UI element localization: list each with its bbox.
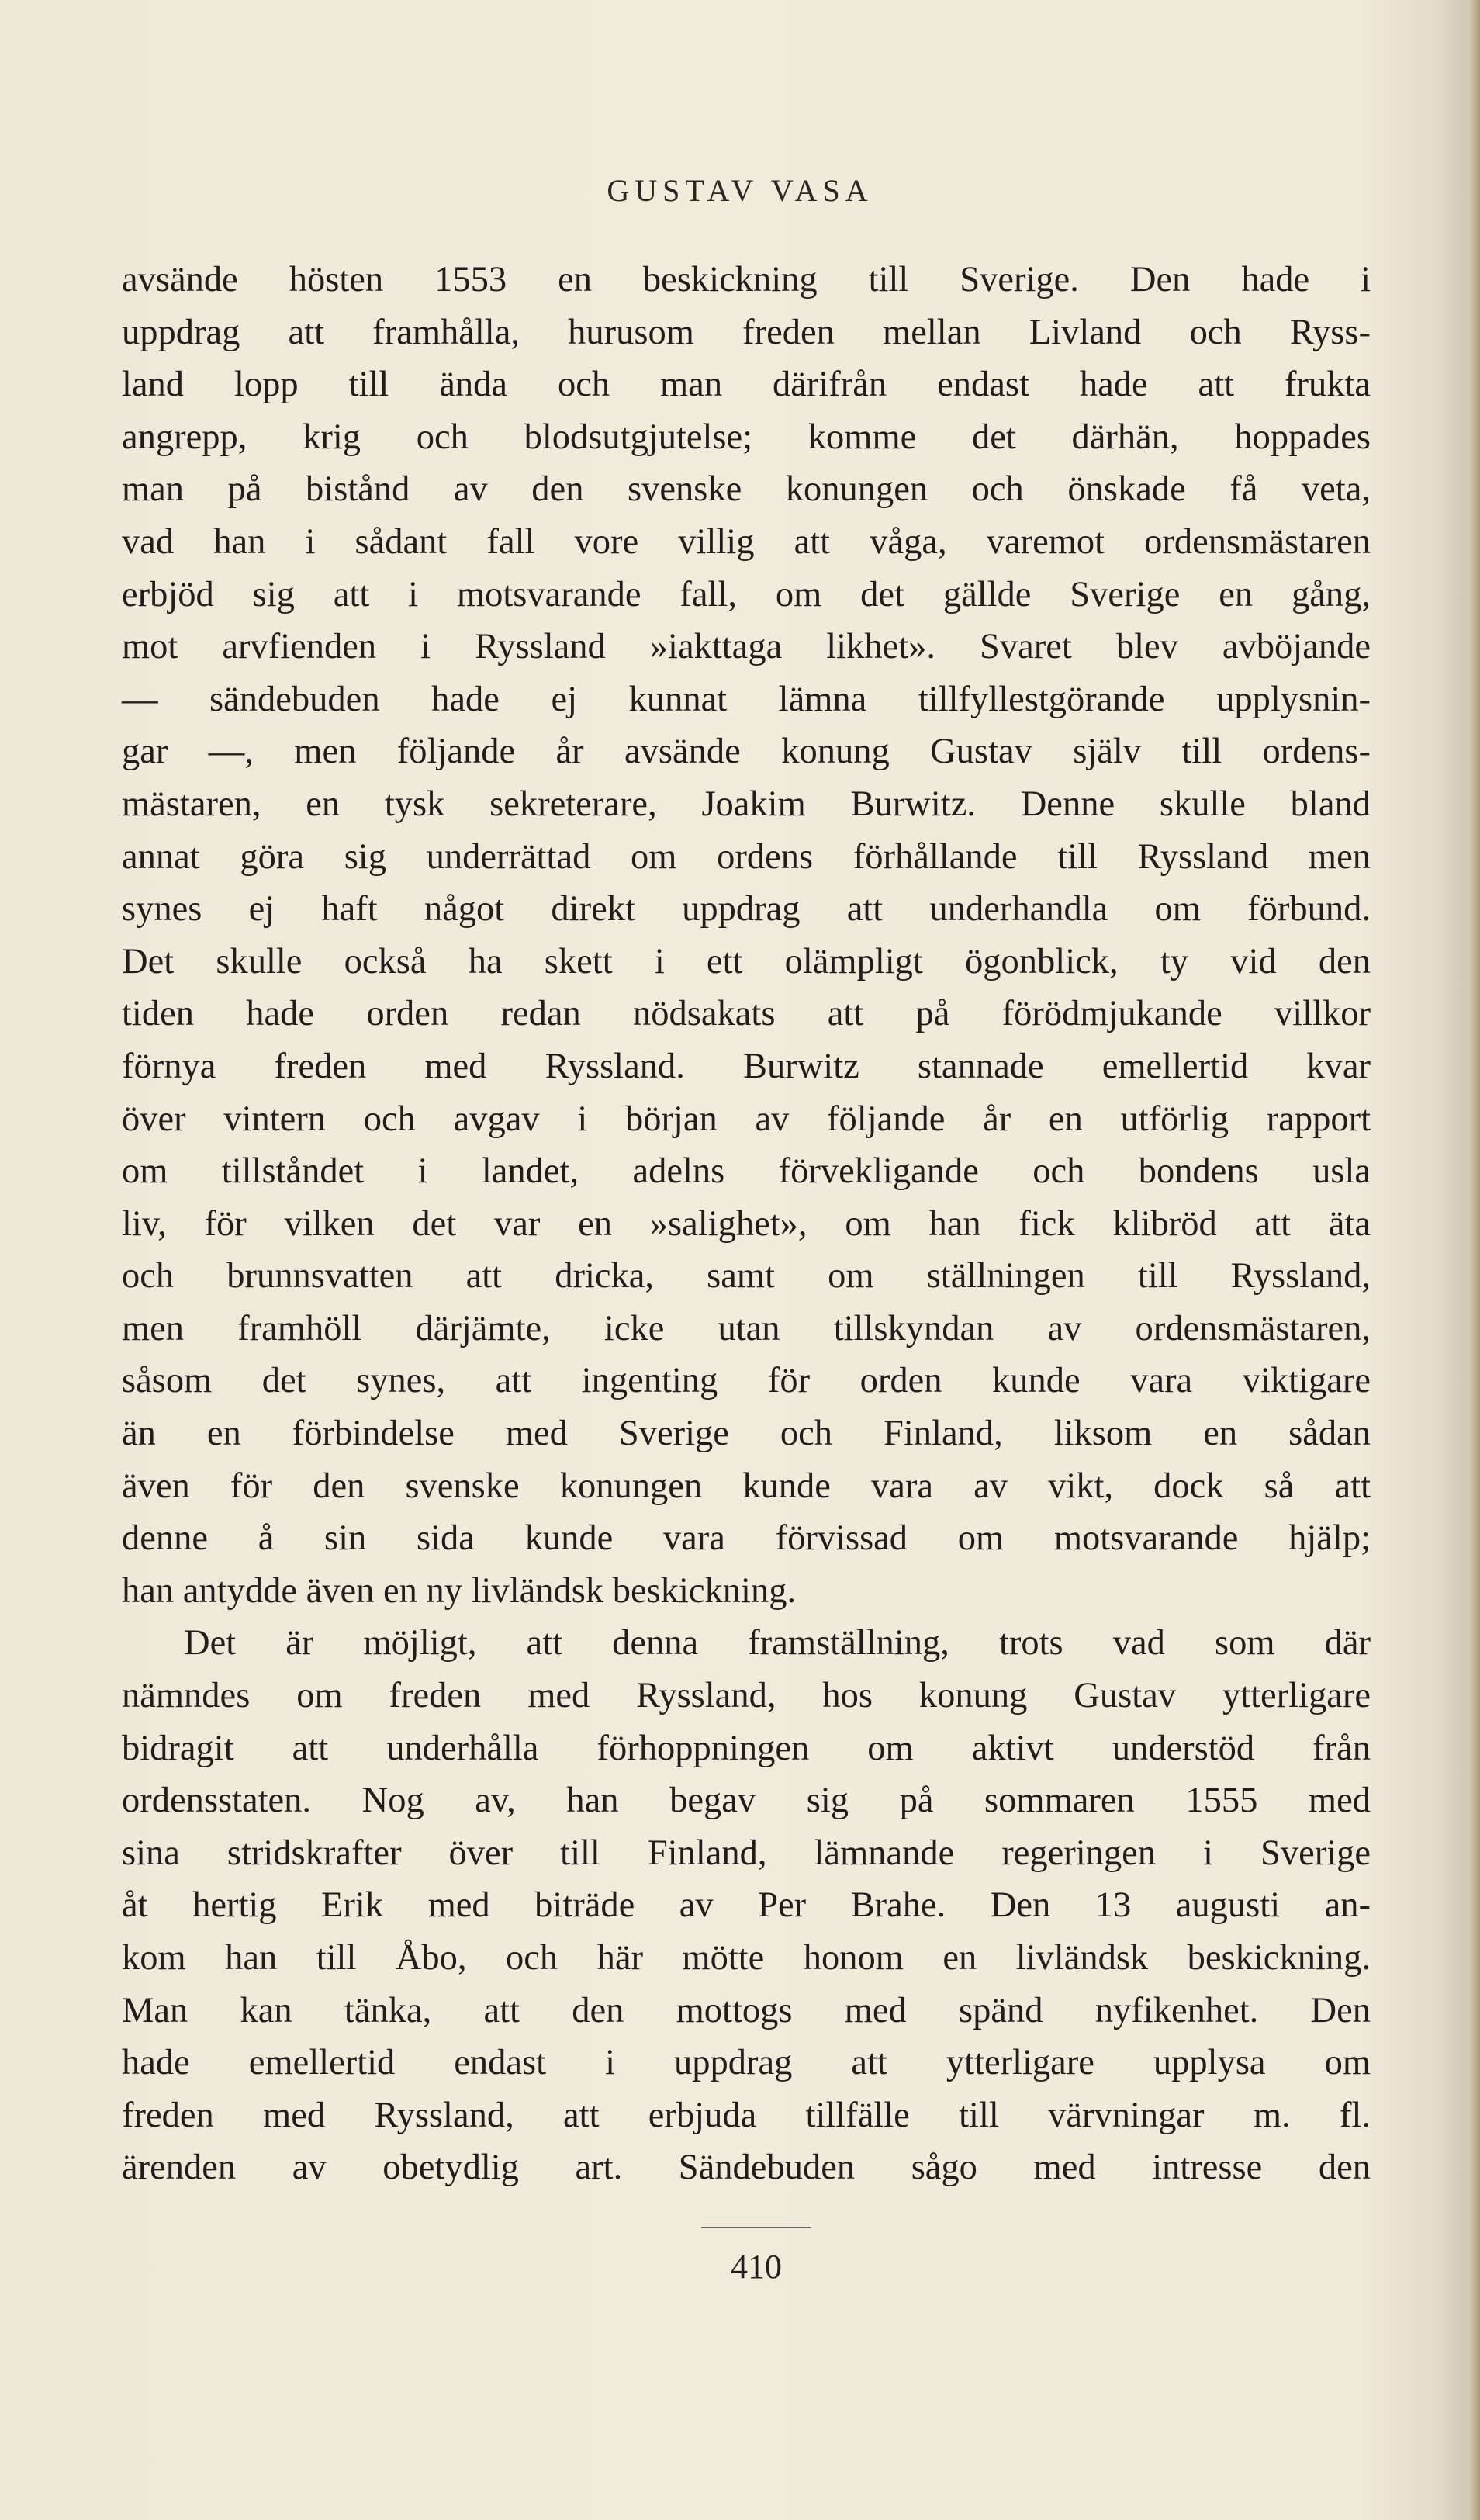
text-line: kom han till Åbo, och här mötte honom en livländsk beskickning. xyxy=(122,1938,1371,1978)
text-line: bidragit att underhålla förhoppningen om aktivt understöd från xyxy=(122,1728,1371,1768)
text-line: gar —, men följande år avsände konung Gustav själv till ordens- xyxy=(122,732,1371,772)
text-line: uppdrag att framhålla, hurusom freden mellan Livland och Ryss- xyxy=(122,312,1371,352)
text-line: åt hertig Erik med biträde av Per Brahe. Den 13 augusti an- xyxy=(122,1885,1371,1926)
text-line: synes ej haft något direkt uppdrag att underhandla om förbund. xyxy=(122,889,1371,929)
text-line: även för den svenske konungen kunde vara av vikt, dock så att xyxy=(122,1466,1371,1506)
text-line: över vintern och avgav i början av följande år en utförlig rapport xyxy=(122,1099,1371,1139)
text-line: och brunnsvatten att dricka, samt om ställningen till Ryssland, xyxy=(122,1256,1371,1296)
body-text xyxy=(122,254,1371,2194)
text-line: ordensstaten. Nog av, han begav sig på sommaren 1555 med xyxy=(122,1781,1371,1821)
page-edge xyxy=(1468,0,1480,2520)
text-line: tiden hade orden redan nödsakats att på förödmjukande villkor xyxy=(122,994,1371,1034)
text-line: ärenden av obetydlig art. Sändebuden sågo med intresse den xyxy=(122,2148,1371,2188)
text-line-paragraph-end: han antydde även en ny livländsk beskickning. xyxy=(122,1570,797,1611)
text-line: avsände hösten 1553 en beskickning till Sverige. Den hade i xyxy=(122,260,1371,299)
text-line: vad han i sådant fall vore villig att våga, varemot ordensmästaren xyxy=(122,521,1371,562)
text-line: mästaren, en tysk sekreterare, Joakim Burwitz. Denne skulle bland xyxy=(122,784,1371,824)
text-line: land lopp till ända och man därifrån endast hade att frukta xyxy=(122,365,1371,405)
text-line: Man kan tänka, att den mottogs med spänd nyfikenhet. Den xyxy=(122,1990,1371,2030)
text-line: förnya freden med Ryssland. Burwitz stannade emellertid kvar xyxy=(122,1046,1371,1086)
text-line-paragraph-start: Det är möjligt, att denna framställning, trots vad som där xyxy=(184,1623,1371,1663)
page-number: 410 xyxy=(731,2248,782,2286)
text-line: liv, för vilken det var en »salighet», om han fick klibröd att äta xyxy=(122,1203,1371,1244)
text-line: nämndes om freden med Ryssland, hos konung Gustav ytterligare xyxy=(122,1676,1371,1716)
text-line: sina stridskrafter över till Finland, lämnande regeringen i Sverige xyxy=(122,1833,1371,1873)
running-header: GUSTAV VASA xyxy=(607,173,873,208)
text-line: annat göra sig underrättad om ordens förhållande till Ryssland men xyxy=(122,836,1371,877)
text-line: mot arvfienden i Ryssland »iakttaga likhet». Svaret blev avböjande xyxy=(122,627,1371,667)
text-line: hade emellertid endast i uppdrag att ytterligare upplysa om xyxy=(122,2043,1371,2083)
text-line: denne å sin sida kunde vara förvissad om motsvarande hjälp; xyxy=(122,1518,1371,1559)
text-line: freden med Ryssland, att erbjuda tillfälle till värvningar m. fl. xyxy=(122,2095,1371,2135)
text-line: erbjöd sig att i motsvarande fall, om det gällde Sverige en gång, xyxy=(122,574,1371,614)
text-line: angrepp, krig och blodsutgjutelse; komme det därhän, hoppades xyxy=(122,417,1371,457)
text-line: såsom det synes, att ingenting för orden kunde vara viktigare xyxy=(122,1361,1371,1401)
footer-rule xyxy=(701,2227,811,2228)
text-line: än en förbindelse med Sverige och Finland, liksom en sådan xyxy=(122,1414,1371,1454)
text-line: man på bistånd av den svenske konungen och önskade få veta, xyxy=(122,469,1371,510)
text-line: om tillståndet i landet, adelns förvekligande och bondens usla xyxy=(122,1151,1371,1192)
text-line: — sändebuden hade ej kunnat lämna tillfyllestgörande upplysnin- xyxy=(122,679,1371,719)
text-line: men framhöll därjämte, icke utan tillskyndan av ordensmästaren, xyxy=(122,1308,1371,1348)
text-line: Det skulle också ha skett i ett olämpligt ögonblick, ty vid den xyxy=(122,941,1371,981)
